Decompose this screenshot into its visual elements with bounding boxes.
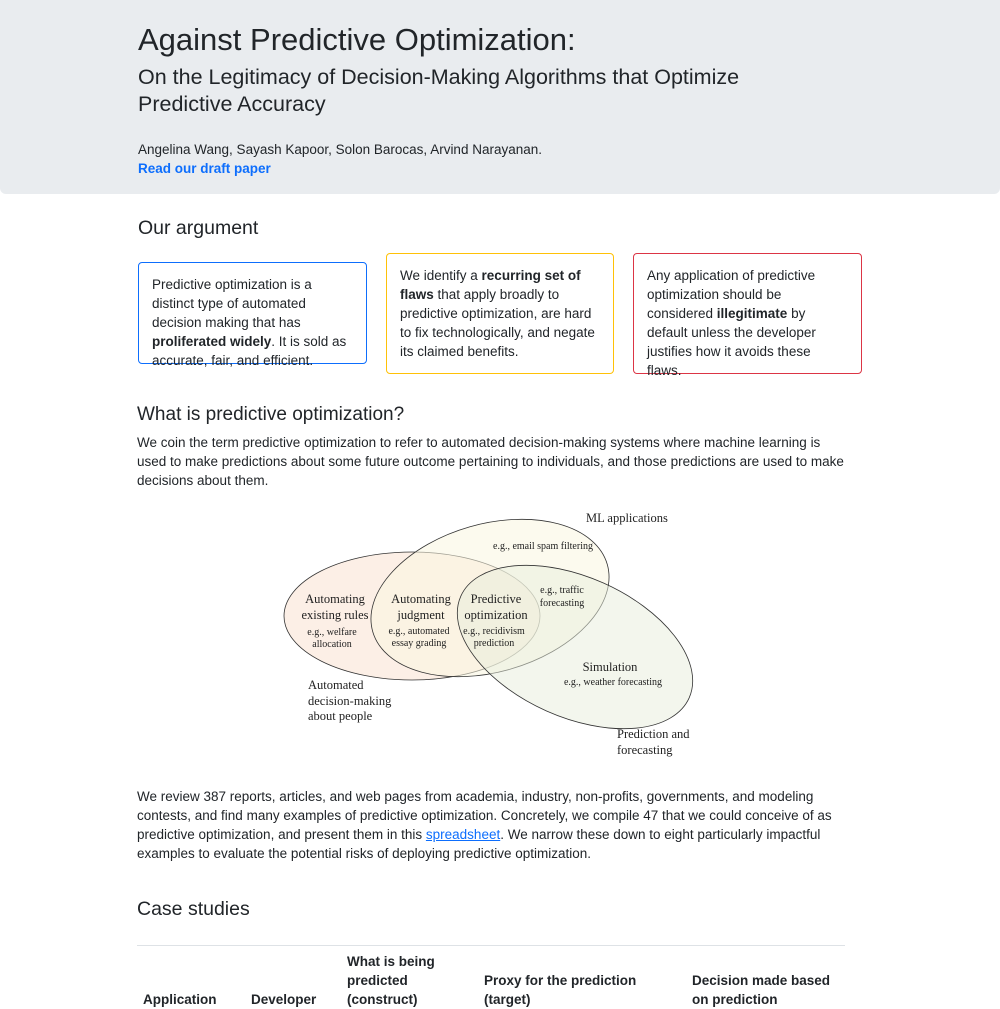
predictive-label-2: optimization [464, 608, 528, 622]
existing-rules-label-2: existing rules [301, 608, 369, 622]
predictive-label-1: Predictive [470, 592, 522, 606]
venn-diagram [270, 505, 720, 765]
what-heading: What is predictive optimization? [137, 404, 405, 425]
column-header-developer: Developer [251, 992, 317, 1007]
card-text: . It is sold as accurate, fair, and efficient. [152, 334, 347, 368]
column-header-application: Application [143, 992, 217, 1007]
existing-rules-label-1: Automating [305, 592, 365, 606]
pf-label-2: forecasting [617, 743, 673, 757]
existing-rules-example-1: e.g., welfare [307, 627, 357, 638]
predictive-example-2: prediction [473, 638, 515, 649]
adm-label-1: Automated [308, 678, 364, 692]
card-emphasis: recurring set of flaws [400, 268, 581, 302]
spreadsheet-link[interactable]: spreadsheet [425, 827, 501, 842]
simulation-label: Simulation [582, 660, 638, 674]
card-text: by default unless the developer justifies how it avoids these flaws. [647, 306, 816, 378]
adm-label-3: about people [308, 709, 373, 723]
card-text: Any application of predictive optimization should be considered [647, 268, 816, 321]
review-text: We review 387 reports, articles, and web pages from academia, industry, non-profits, governments, and modeling contests, and find many examples of predictive optimization. Concretely, we compile 47 that we could conceive of as predictive optimization, and present them in this [137, 789, 832, 842]
case-studies-heading: Case studies [137, 898, 250, 920]
page-title: Against Predictive Optimization: [138, 22, 576, 57]
column-header-construct: What is being predicted (construct) [347, 954, 435, 1007]
card-emphasis: illegitimate [716, 306, 788, 321]
card-emphasis: proliferated widely [152, 334, 272, 349]
predictive-example-1: e.g., recidivism [463, 626, 525, 637]
card-text: that apply broadly to predictive optimization, are hard to fix technologically, and negate its claimed benefits. [400, 287, 595, 359]
judgment-example-2: essay grading [391, 638, 447, 649]
card-text: We identify a [400, 268, 482, 283]
argument-card-proliferation [138, 262, 367, 368]
simulation-example: e.g., weather forecasting [563, 677, 663, 688]
argument-card-flaws [386, 253, 614, 374]
judgment-label-2: judgment [397, 608, 445, 622]
authors: Angelina Wang, Sayash Kapoor, Solon Barocas, Arvind Narayanan. [138, 142, 542, 157]
draft-paper-link[interactable]: Read our draft paper [138, 161, 271, 176]
review-paragraph [137, 787, 845, 863]
judgment-label-1: Automating [391, 592, 451, 606]
adm-label-2: decision-making [308, 694, 392, 708]
table-top-border [137, 945, 845, 946]
traffic-example-2: forecasting [539, 598, 585, 609]
traffic-example-1: e.g., traffic [540, 585, 584, 596]
column-header-proxy: Proxy for the prediction (target) [484, 973, 637, 1007]
card-text: Predictive optimization is a distinct type of automated decision making that has [152, 277, 312, 330]
column-header-decision: Decision made based on prediction [692, 973, 831, 1007]
ml-example: e.g., email spam filtering [493, 541, 593, 552]
ml-title: ML applications [586, 511, 668, 525]
existing-rules-example-2: allocation [312, 639, 352, 650]
what-paragraph: We coin the term predictive optimization to refer to automated decision-making systems where machine learning is used to make predictions about some future outcome pertaining to individuals, and those predictions are used to make decisions about them. [137, 435, 844, 488]
review-text: . We narrow these down to eight particularly impactful examples to evaluate the potential risks of deploying predictive optimization. [137, 827, 821, 861]
argument-heading: Our argument [138, 217, 259, 239]
pf-label-1: Prediction and [617, 727, 690, 741]
hero-banner [0, 0, 1000, 194]
judgment-example-1: e.g., automated [388, 626, 450, 637]
argument-card-illegitimate [633, 253, 862, 378]
page-subtitle: On the Legitimacy of Decision-Making Algorithms that Optimize Predictive Accuracy [138, 65, 740, 116]
